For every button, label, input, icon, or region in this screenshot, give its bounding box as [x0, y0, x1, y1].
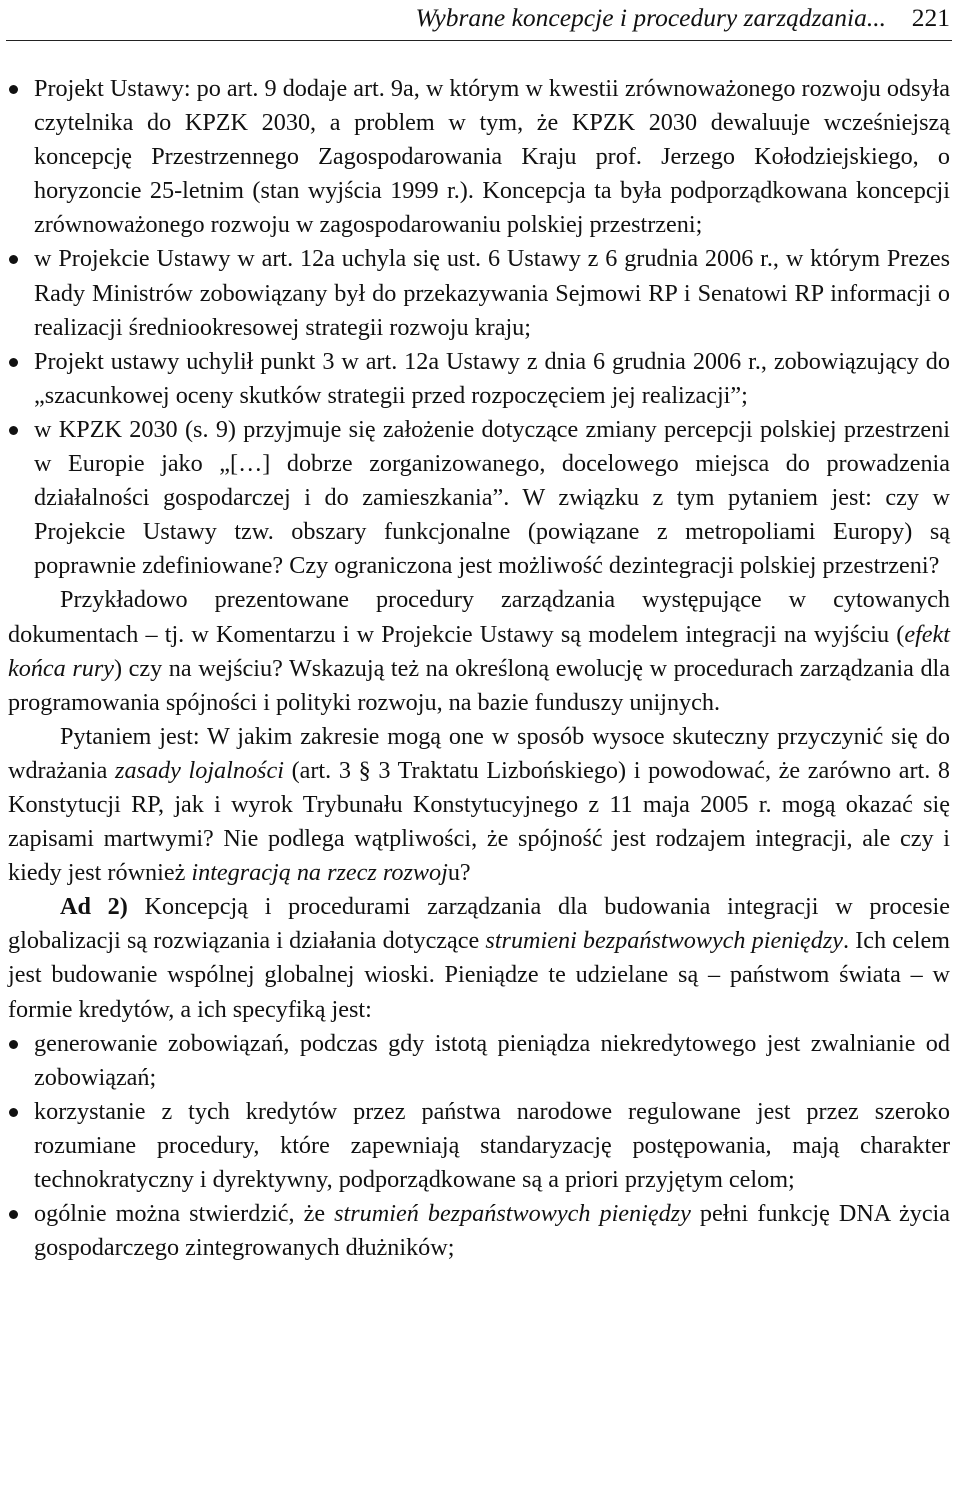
emphasis-text: efekt końca rury	[8, 620, 950, 682]
paragraph-ad2	[8, 890, 950, 1026]
body-text	[8, 72, 950, 1265]
bullet-list-bottom	[8, 1027, 950, 1266]
paragraph-text: ) czy na wejściu? Wskazują też na określoną ewolucję w procedurach zarządzania dla programowania spójności i polityki rozwoju, na bazie funduszy unijnych.	[8, 654, 950, 716]
bullet-icon	[9, 255, 18, 264]
list-item-text: pełni funkcję DNA życia gospodarczego zintegrowanych dłużników;	[34, 1200, 951, 1262]
list-item	[8, 413, 950, 583]
paragraph-text: Pytaniem jest: W jakim zakresie mogą one w sposób wysoce skuteczny przyczynić się do wdrażania	[8, 722, 950, 784]
paragraph-text: . Ich celem jest budowanie wspólnej globalnej wioski. Pieniądze te udzielane są – państwom świata – w formie kredytów, a ich specyfiką jest:	[8, 927, 950, 1023]
bullet-icon	[9, 85, 18, 94]
section-marker: Ad 2)	[60, 893, 128, 921]
bullet-icon	[9, 426, 18, 435]
list-item	[8, 1197, 950, 1265]
bullet-icon	[9, 1040, 18, 1049]
list-item-text: w KPZK 2030 (s. 9) przyjmuje się założenie dotyczące zmiany percepcji polskiej przestrzeni w Europie jako „[…] dobrze zorganizowanego, docelowego miejsca do prowadzenia działalności gospodarczej i do zamieszkania”. W związku z tym pytaniem jest: czy w Projekcie Ustawy tzw. obszary funkcjonalne (powiązane z metropoliami Europy) są poprawnie zdefiniowane? Czy ograniczona jest możliwość dezintegracji polskiej przestrzeni?	[34, 415, 950, 580]
running-header	[6, 0, 952, 41]
emphasis-text: integracją na rzecz rozwoj	[191, 859, 448, 887]
list-item	[8, 1095, 950, 1197]
paragraph-text: Koncepcją i procedurami zarządzania dla budowania integracji w procesie globalizacji są rozwiązania i działania dotyczące	[8, 893, 950, 955]
paragraph-text: (art. 3 § 3 Traktatu Lizbońskiego) i powodować, że zarówno art. 8 Konstytucji RP, jak i wyrok Trybunału Konstytucyjnego z 11 maja 2005 r. mogą okazać się zapisami martwymi? Nie podlega wątpliwości, że spójność jest rodzajem integracji, ale czy i kiedy jest również	[8, 756, 951, 887]
list-item	[8, 242, 950, 344]
list-item-text: korzystanie z tych kredytów przez państwa narodowe regulowane jest przez szeroko rozumiane procedury, które zapewniają standaryzację postępowania, mają charakter technokratyczny i dyrektywny, podporządkowane są a priori przyjętym celom;	[34, 1097, 950, 1193]
list-item-text: Projekt Ustawy: po art. 9 dodaje art. 9a, w którym w kwestii zrównoważonego rozwoju odsyła czytelnika do KPZK 2030, a problem w tym, że KPZK 2030 dewaluuje wcześniejszą koncepcję Przestrzennego Zagospodarowania Kraju prof. Jerzego Kołodziejskiego, o horyzoncie 25-letnim (stan wyjścia 1999 r.). Koncepcja ta była podporządkowana koncepcji zrównoważonego rozwoju w zagospodarowaniu polskiej przestrzeni;	[34, 75, 950, 239]
bullet-icon	[9, 1210, 18, 1219]
paragraph-text: u?	[447, 859, 471, 887]
list-item	[8, 345, 950, 413]
list-item	[8, 72, 950, 242]
emphasis-text: strumień bezpaństwowych pieniędzy	[334, 1200, 691, 1228]
list-item-text: ogólnie można stwierdzić, że	[34, 1200, 335, 1228]
list-item-text: w Projekcie Ustawy w art. 12a uchyla się ust. 6 Ustawy z 6 grudnia 2006 r., w którym Prezes Rady Ministrów zobowiązany był do przekazywania Sejmowi RP i Senatowi RP informacji o realizacji średniookresowej strategii rozwoju kraju;	[34, 245, 950, 341]
emphasis-text: strumieni bezpaństwowych pieniędzy	[485, 927, 844, 955]
bullet-list-top	[8, 72, 950, 583]
list-item-text: generowanie zobowiązań, podczas gdy istotą pieniądza niekredytowego jest zwalnianie od zobowiązań;	[34, 1029, 950, 1091]
paragraph-text: Przykładowo prezentowane procedury zarządzania występujące w cytowanych dokumentach – tj. w Komentarzu i w Projekcie Ustawy są modelem integracji na wyjściu (	[8, 586, 950, 648]
bullet-icon	[9, 358, 18, 367]
running-title: Wybrane koncepcje i procedury zarządzania...	[415, 3, 886, 32]
emphasis-text: zasady lojalności	[115, 756, 284, 784]
paragraph-procedures	[8, 583, 950, 719]
list-item-text: Projekt ustawy uchylił punkt 3 w art. 12a Ustawy z dnia 6 grudnia 2006 r., zobowiązujący do „szacunkowej oceny skutków strategii przed rozpoczęciem jej realizacji”;	[34, 347, 950, 409]
page-number: 221	[911, 3, 950, 32]
bullet-icon	[9, 1108, 18, 1117]
list-item	[8, 1027, 950, 1095]
paragraph-question	[8, 720, 950, 890]
